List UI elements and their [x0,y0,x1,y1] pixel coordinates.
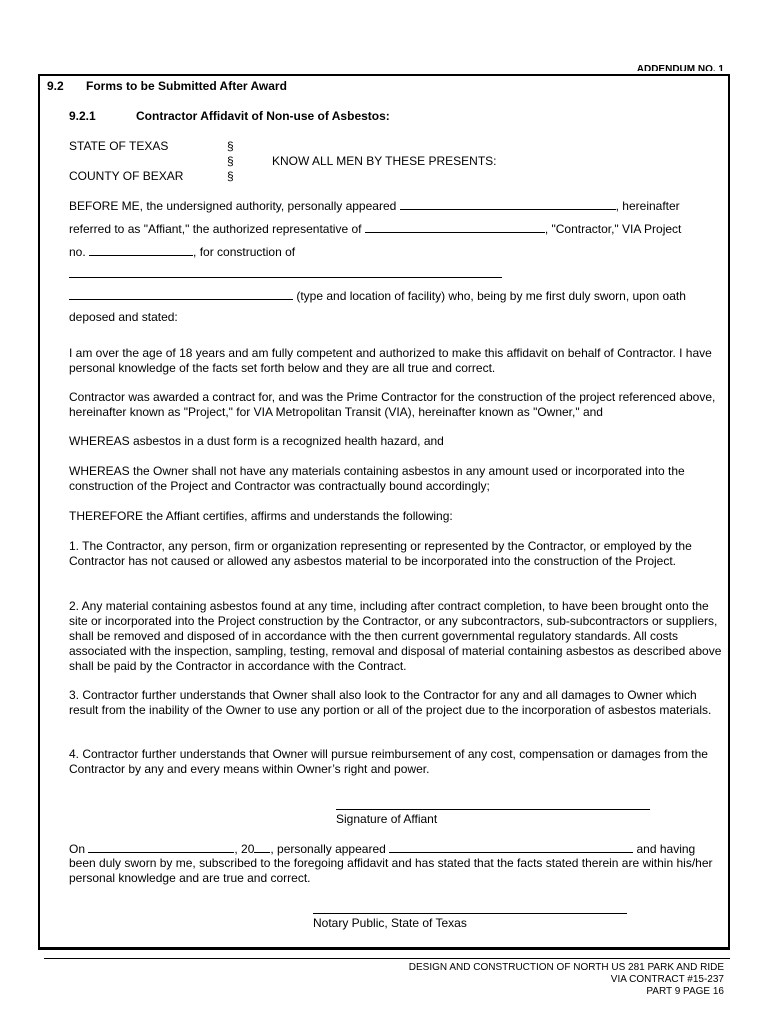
intro-line-3 [69,244,295,259]
intro-text: , for construction of [193,245,296,259]
footer-line: VIA CONTRACT #15-237 [610,974,724,985]
intro-text: , hereinafter [615,199,680,213]
affiant-name-blank[interactable] [400,198,616,210]
county-label: COUNTY OF BEXAR [69,169,184,183]
paragraph: I am over the age of 18 years and am fully competent and authorized to make this affidavit on behalf of Contractor. I have personal knowledge of the facts set forth below and they are all true and correct. [69,346,712,375]
section-number: 9.2 [47,79,64,93]
paragraph: 2. Any material containing asbestos found at any time, including after contract completion, to have been brought onto the site or incorporated into the Project construction by the Contractor, or any subcontractors, sub-subcontractors or suppliers, shall be removed and disposed of in accordance with the then current governmental regulatory standards. All costs associated with the inspection, sampling, testing, removal and disposal of material containing asbestos as described above shall be paid by the Contractor in accordance with the Contract. [69,599,722,673]
state-label: STATE OF TEXAS [69,139,169,153]
intro-text: no. [69,245,86,259]
contractor-name-blank[interactable] [365,221,545,233]
oath-year-blank[interactable] [254,841,270,853]
section-symbol: § [227,154,234,168]
paragraph: THEREFORE the Affiant certifies, affirms and understands the following: [69,509,453,523]
notary-label: Notary Public, State of Texas [313,916,467,930]
subsection-title: Contractor Affidavit of Non-use of Asbestos: [136,109,390,123]
oath-text: On [69,842,86,856]
oath-name-blank[interactable] [389,841,633,853]
facility-blank[interactable] [69,288,293,300]
oath-paragraph: been duly sworn by me, subscribed to the foregoing affidavit and has stated that the facts stated therein are within his/her personal knowledge and are true and correct. [69,856,713,885]
footer-rule [44,958,730,959]
intro-text: referred to as "Affiant," the authorized representative of [69,222,362,236]
footer-line: DESIGN AND CONSTRUCTION OF NORTH US 281 PARK AND RIDE [408,962,724,973]
footer-line: PART 9 PAGE 16 [646,986,724,997]
oath-line-1 [69,841,695,856]
intro-text: BEFORE ME, the undersigned authority, personally appeared [69,199,397,213]
affiant-signature-label: Signature of Affiant [336,812,438,826]
paragraph: 1. The Contractor, any person, firm or organization representing or represented by the Contractor, or employed by the Contractor has not caused or allowed any asbestos material to be incorporated into the construction of the Project. [69,539,692,568]
addendum-label: ADDENDUM NO. 1 [636,64,724,71]
section-symbol: § [227,139,234,153]
subsection-number: 9.2.1 [69,109,96,123]
oath-text: and having [636,842,696,856]
intro-line-2 [69,221,681,236]
paragraph: 3. Contractor further understands that Owner shall also look to the Contractor for any and all damages to Owner which result from the inability of the Owner to use any portion or all of the project due to the incorporation of asbestos materials. [69,688,712,717]
section-symbol: § [227,169,234,183]
paragraph: WHEREAS the Owner shall not have any materials containing asbestos in any amount used or incorporated into the construction of the Project and Contractor was contractually bound accordingly; [69,464,685,493]
notary-signature-line[interactable] [313,913,627,914]
section-title: Forms to be Submitted After Award [86,79,287,93]
proclamation: KNOW ALL MEN BY THESE PRESENTS: [272,154,497,168]
intro-line-1 [69,198,680,213]
oath-text: , 20 [234,842,255,856]
paragraph: Contractor was awarded a contract for, and was the Prime Contractor for the construction of the project referenced above, hereinafter known as "Project," for VIA Metropolitan Transit (VIA), hereinafter known as "Owner," and [69,390,716,419]
intro-text: deposed and stated: [69,310,178,324]
project-number-blank[interactable] [89,244,193,256]
oath-date-blank[interactable] [88,841,234,853]
paragraph: WHEREAS asbestos in a dust form is a recognized health hazard, and [69,434,444,448]
paragraph: 4. Contractor further understands that Owner will pursue reimbursement of any cost, compensation or damages from the Contractor by any and every means within Owner’s right and power. [69,747,708,776]
intro-text: , "Contractor," VIA Project [544,222,682,236]
oath-text: , personally appeared [270,842,386,856]
intro-text: (type and location of facility) who, being by me first duly sworn, upon oath [296,289,686,303]
form-frame [38,74,730,950]
construction-blank[interactable] [69,277,502,278]
affiant-signature-line[interactable] [336,809,650,810]
intro-line-5 [69,288,686,303]
